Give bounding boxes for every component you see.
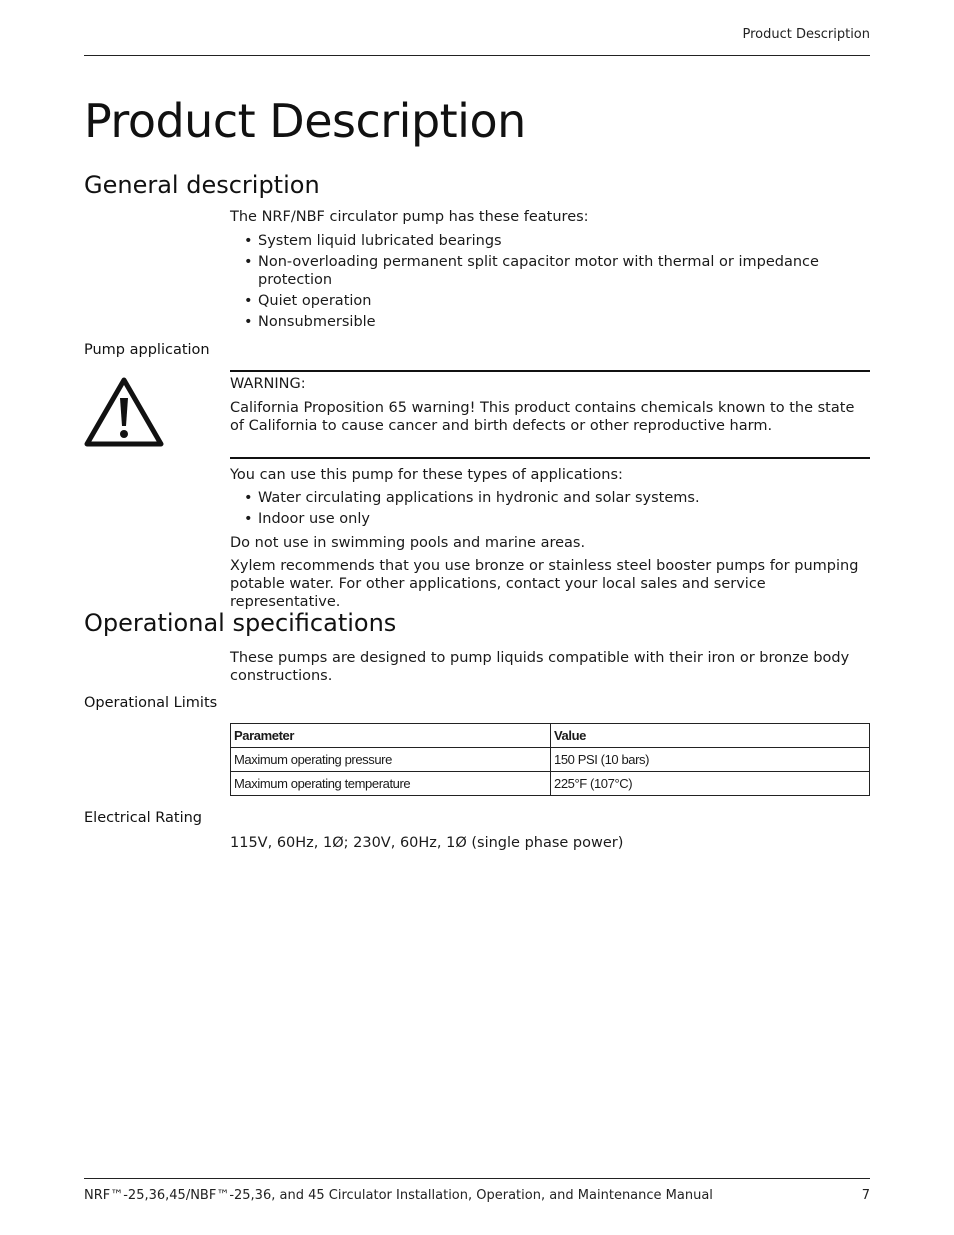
list-item bbox=[244, 292, 864, 310]
bullet-icon: • bbox=[244, 490, 253, 506]
pool-note: Do not use in swimming pools and marine areas. bbox=[230, 535, 586, 551]
electrical-rating-text: 115V, 60Hz, 1Ø; 230V, 60Hz, 1Ø (single phase power) bbox=[230, 835, 624, 851]
applications-list bbox=[244, 489, 864, 531]
footer-manual-title: NRF™-25,36,45/NBF™-25,36, and 45 Circulator Installation, Operation, and Maintenance Manual bbox=[84, 1188, 713, 1203]
operational-limits-heading: Operational Limits bbox=[84, 695, 218, 711]
operational-limits-table bbox=[230, 723, 870, 796]
column-header-value: Value bbox=[551, 724, 870, 748]
warning-top-rule bbox=[230, 370, 870, 372]
footer-divider bbox=[84, 1178, 870, 1179]
parameter-cell: Maximum operating temperature bbox=[231, 772, 551, 796]
column-header-parameter: Parameter bbox=[231, 724, 551, 748]
feature-text: System liquid lubricated bearings bbox=[258, 233, 502, 249]
feature-text: Non-overloading permanent split capacitor motor with thermal or impedance protection bbox=[258, 254, 819, 288]
list-item bbox=[244, 253, 864, 289]
operational-specifications-heading: Operational specifications bbox=[84, 609, 397, 637]
xylem-recommendation: Xylem recommends that you use bronze or stainless steel booster pumps for pumping potable water. For other applications, contact your local sales and service representative. bbox=[230, 558, 859, 610]
table-row bbox=[231, 748, 870, 772]
warning-text: California Proposition 65 warning! This product contains chemicals known to the state of California to cause cancer and birth defects or other reproductive harm. bbox=[230, 400, 855, 434]
page-title: Product Description bbox=[84, 94, 526, 148]
value-cell: 225°F (107°C) bbox=[551, 772, 870, 796]
electrical-rating-heading: Electrical Rating bbox=[84, 810, 203, 826]
list-item bbox=[244, 232, 864, 250]
table-header-row bbox=[231, 724, 870, 748]
page-number: 7 bbox=[861, 1188, 870, 1203]
operational-intro: These pumps are designed to pump liquids compatible with their iron or bronze body constructions. bbox=[230, 650, 850, 684]
warning-label: WARNING: bbox=[230, 376, 306, 392]
warning-triangle-icon bbox=[84, 376, 164, 448]
feature-text: Quiet operation bbox=[258, 293, 372, 309]
application-text: Indoor use only bbox=[258, 511, 370, 527]
list-item bbox=[244, 510, 864, 528]
bullet-icon: • bbox=[244, 233, 253, 249]
bullet-icon: • bbox=[244, 293, 253, 309]
table-row bbox=[231, 772, 870, 796]
bullet-icon: • bbox=[244, 254, 253, 270]
pump-application-heading: Pump application bbox=[84, 342, 210, 358]
general-description-heading: General description bbox=[84, 171, 320, 199]
header-divider bbox=[84, 55, 870, 56]
bullet-icon: • bbox=[244, 314, 253, 330]
application-text: Water circulating applications in hydronic and solar systems. bbox=[258, 490, 700, 506]
applications-intro: You can use this pump for these types of applications: bbox=[230, 467, 623, 483]
bullet-icon: • bbox=[244, 511, 253, 527]
warning-bottom-rule bbox=[230, 457, 870, 459]
running-header: Product Description bbox=[742, 27, 870, 42]
general-intro: The NRF/NBF circulator pump has these features: bbox=[230, 209, 589, 225]
value-cell: 150 PSI (10 bars) bbox=[551, 748, 870, 772]
parameter-cell: Maximum operating pressure bbox=[231, 748, 551, 772]
feature-text: Nonsubmersible bbox=[258, 314, 376, 330]
list-item bbox=[244, 489, 864, 507]
feature-list bbox=[244, 232, 864, 334]
list-item bbox=[244, 313, 864, 331]
